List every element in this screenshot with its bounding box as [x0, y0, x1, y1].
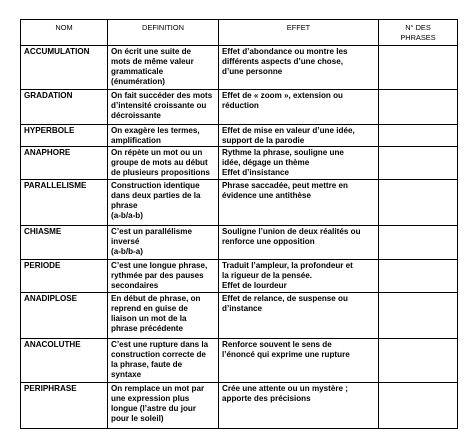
cell-definition — [108, 260, 219, 293]
table-row — [21, 46, 458, 90]
table-row — [21, 180, 458, 226]
effet-line: Crée une attente ou un mystère ; — [222, 384, 348, 393]
cell-phrases[interactable] — [379, 383, 458, 429]
effet-line: Effet de « zoom », extension ou — [222, 91, 343, 100]
definition-line: (a-b/b-a) — [111, 247, 143, 256]
definition-line: phrase — [111, 201, 138, 210]
cell-definition — [108, 90, 219, 125]
cell-effet — [219, 293, 379, 339]
table-row — [21, 125, 458, 147]
definition-line: C’est une longue phrase, — [111, 261, 208, 270]
cell-nom: ANACOLUTHE — [21, 339, 108, 383]
effet-line: Effet d’abondance ou montre les — [222, 47, 348, 56]
definition-line: groupe de mots au début — [111, 158, 208, 167]
effet-line: Traduit l’ampleur, la profondeur et — [222, 261, 353, 270]
cell-definition — [108, 147, 219, 180]
definition-line: mots de même valeur — [111, 57, 194, 66]
definition-line: amplification — [111, 136, 161, 145]
definition-line: de plusieurs propositions — [111, 168, 210, 177]
header-nom: NOM — [21, 20, 108, 46]
header-phrases — [379, 20, 458, 46]
cell-definition — [108, 125, 219, 147]
definition-line: phrase précédente — [111, 324, 183, 333]
cell-effet — [219, 339, 379, 383]
cell-definition — [108, 180, 219, 226]
definition-line: C’est un parallélisme — [111, 227, 192, 236]
cell-effet — [219, 260, 379, 293]
definition-line: On remplace un mot par — [111, 384, 205, 393]
definition-line: pour le soleil) — [111, 414, 164, 423]
cell-effet — [219, 180, 379, 226]
cell-phrases[interactable] — [379, 46, 458, 90]
effet-line: réduction — [222, 101, 259, 110]
effet-line: Effet d’insistance — [222, 168, 290, 177]
effet-line: Effet de lourdeur — [222, 281, 287, 290]
cell-phrases[interactable] — [379, 147, 458, 180]
cell-nom: ACCUMULATION — [21, 46, 108, 90]
definition-line: liaison un mot de la — [111, 314, 187, 323]
table-row — [21, 383, 458, 429]
definition-line: On répète un mot ou un — [111, 148, 203, 157]
cell-nom: ANAPHORE — [21, 147, 108, 180]
cell-phrases[interactable] — [379, 226, 458, 260]
figures-de-style-table — [20, 19, 458, 429]
effet-line: support de la parodie — [222, 136, 305, 145]
definition-line: dans deux parties de la — [111, 191, 201, 200]
definition-line: la phrase, faute de — [111, 360, 183, 369]
cell-nom: PERIODE — [21, 260, 108, 293]
figures-de-style-table-container — [20, 19, 457, 429]
cell-definition — [108, 383, 219, 429]
definition-line: inversé — [111, 237, 140, 246]
effet-line: renforce une opposition — [222, 237, 315, 246]
definition-line: On exagère les termes, — [111, 126, 200, 135]
cell-definition — [108, 339, 219, 383]
definition-line: grammaticale — [111, 67, 164, 76]
effet-line: idée, dégage un thème — [222, 158, 310, 167]
definition-line: reprend en guise de — [111, 304, 188, 313]
definition-line: une expression plus — [111, 394, 190, 403]
definition-line: C’est une rupture dans la — [111, 340, 209, 349]
cell-phrases[interactable] — [379, 339, 458, 383]
cell-effet — [219, 147, 379, 180]
cell-effet — [219, 90, 379, 125]
cell-definition — [108, 293, 219, 339]
effet-line: Souligne l’union de deux réalités ou — [222, 227, 361, 236]
definition-line: d’intensité croissante ou — [111, 101, 207, 110]
cell-phrases[interactable] — [379, 293, 458, 339]
definition-line: En début de phrase, on — [111, 294, 201, 303]
effet-line: Effet de mise en valeur d’une idée, — [222, 126, 355, 135]
definition-line: On fait succéder des mots — [111, 91, 213, 100]
effet-line: la rigueur de la pensée. — [222, 271, 312, 280]
effet-line: d’instance — [222, 304, 263, 313]
cell-nom: CHIASME — [21, 226, 108, 260]
cell-effet — [219, 46, 379, 90]
cell-phrases[interactable] — [379, 90, 458, 125]
definition-line: (énumération) — [111, 77, 165, 86]
table-row — [21, 260, 458, 293]
effet-line: Renforce souvent le sens de — [222, 340, 332, 349]
effet-line: différents aspects d’une chose, — [222, 57, 343, 66]
cell-phrases[interactable] — [379, 125, 458, 147]
cell-definition — [108, 226, 219, 260]
header-effet: EFFET — [219, 20, 379, 46]
effet-line: Effet de relance, de suspense ou — [222, 294, 348, 303]
cell-effet — [219, 383, 379, 429]
cell-nom: HYPERBOLE — [21, 125, 108, 147]
cell-nom: ANADIPLOSE — [21, 293, 108, 339]
table-row — [21, 293, 458, 339]
definition-line: syntaxe — [111, 370, 142, 379]
definition-line: longue (l’astre du jour — [111, 404, 196, 413]
definition-line: construction correcte de — [111, 350, 206, 359]
definition-line: (a-b/a-b) — [111, 211, 143, 220]
cell-effet — [219, 125, 379, 147]
definition-line: Construction identique — [111, 181, 200, 190]
header-definition: DEFINITION — [108, 20, 219, 46]
cell-nom: PARALLELISME — [21, 180, 108, 226]
header-phrases-text: N° DES PHRASES — [400, 23, 436, 42]
table-row — [21, 339, 458, 383]
cell-effet — [219, 226, 379, 260]
effet-line: l’énoncé qui exprime une rupture — [222, 350, 350, 359]
effet-line: Phrase saccadée, peut mettre en — [222, 181, 348, 190]
definition-line: secondaires — [111, 281, 159, 290]
table-row — [21, 90, 458, 125]
cell-phrases[interactable] — [379, 180, 458, 226]
definition-line: rythmée par des pauses — [111, 271, 204, 280]
table-body — [21, 46, 458, 429]
cell-nom: PERIPHRASE — [21, 383, 108, 429]
cell-nom: GRADATION — [21, 90, 108, 125]
header-row — [21, 20, 458, 46]
definition-line: On écrit une suite de — [111, 47, 192, 56]
cell-definition — [108, 46, 219, 90]
effet-line: évidence une antithèse — [222, 191, 312, 200]
definition-line: décroissante — [111, 111, 161, 120]
cell-phrases[interactable] — [379, 260, 458, 293]
effet-line: apporte des précisions — [222, 394, 311, 403]
table-row — [21, 226, 458, 260]
table-row — [21, 147, 458, 180]
effet-line: d’une personne — [222, 67, 283, 76]
effet-line: Rythme la phrase, souligne une — [222, 148, 344, 157]
